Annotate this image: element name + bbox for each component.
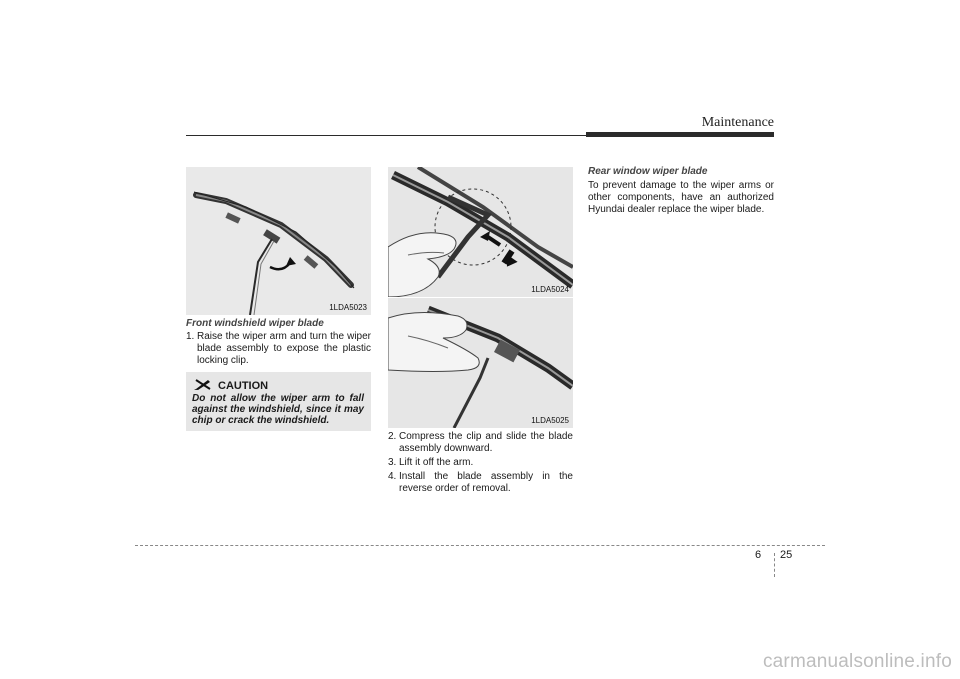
front-heading: Front windshield wiper blade xyxy=(186,318,324,329)
step-number: 1. xyxy=(186,331,195,342)
figure-code: 1LDA5023 xyxy=(329,303,367,312)
caution-header xyxy=(194,378,268,393)
step-text: Lift it off the arm. xyxy=(399,457,474,468)
removal-steps xyxy=(388,431,573,497)
list-item xyxy=(388,471,573,495)
list-item xyxy=(388,431,573,455)
wiper-illustration-lift xyxy=(388,298,573,428)
watermark: carmanualsonline.info xyxy=(762,651,952,672)
wiper-figure-3 xyxy=(388,298,573,428)
wiper-illustration-raised xyxy=(186,167,371,315)
figure-code: 1LDA5024 xyxy=(531,285,569,294)
page-number: 25 xyxy=(780,549,793,561)
section-title: Maintenance xyxy=(701,115,774,130)
wiper-figure-2 xyxy=(388,167,573,297)
front-steps xyxy=(186,331,371,369)
list-item xyxy=(186,331,371,367)
header-rule-accent xyxy=(586,132,774,137)
list-item xyxy=(388,457,573,469)
step-text: Raise the wiper arm and turn the wiper blade assembly to expose the plastic locking clip. xyxy=(197,331,371,366)
step-number: 3. xyxy=(388,457,397,468)
rear-text: To prevent damage to the wiper arms or other components, have an authorized Hyundai dealer replace the wiper blade. xyxy=(588,180,774,215)
pencil-icon xyxy=(194,378,212,393)
caution-box xyxy=(186,372,371,431)
caution-title: CAUTION xyxy=(218,379,269,392)
wiper-figure-1 xyxy=(186,167,371,315)
rear-heading: Rear window wiper blade xyxy=(588,166,708,177)
chapter-number: 6 xyxy=(755,549,762,561)
step-number: 2. xyxy=(388,431,397,442)
caution-text: Do not allow the wiper arm to fall against the windshield, since it may chip or crack the windshield. xyxy=(192,393,364,426)
footer-rule xyxy=(135,545,825,546)
step-number: 4. xyxy=(388,471,397,482)
wiper-illustration-clip xyxy=(388,167,573,297)
figure-code: 1LDA5025 xyxy=(531,416,569,425)
step-text: Compress the clip and slide the blade assembly downward. xyxy=(399,431,573,454)
footer-divider xyxy=(774,553,775,577)
step-text: Install the blade assembly in the reverse order of removal. xyxy=(399,471,573,494)
header-rule xyxy=(186,135,586,136)
